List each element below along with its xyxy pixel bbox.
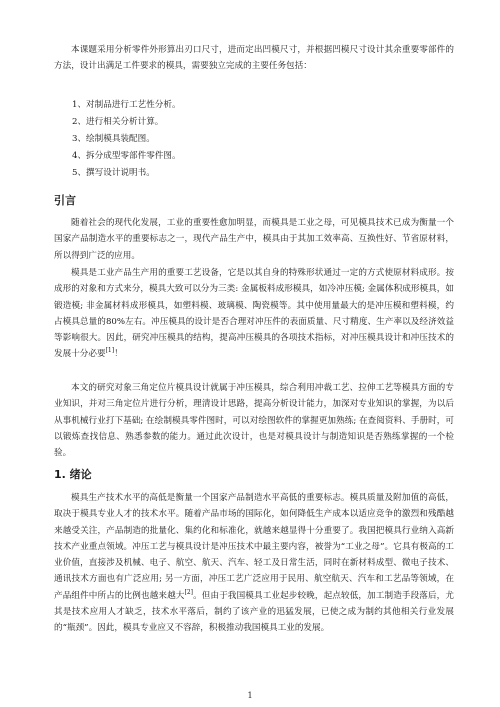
intro-body-paragraph-2 [54,265,454,363]
list-item: 1、对制品进行工艺性分析。 [72,100,181,110]
task-list [72,97,181,182]
section-heading-intro: 引言 [54,194,76,207]
list-item: 4、拆分成型零部件零件图。 [72,151,181,161]
paragraph-text: 模具是工业产品生产用的重要工艺设备，它是以其自身的特殊形状通过一定的方式使原材料成形。按成形的对象和方式来分，模具大致可以分为三类: 金属板料成形模具，如冷冲压模; 金属体积成形模具，如锻造模; 非金属材料成形模具，如塑料模、玻璃模、陶瓷模等。其中使用量最大的是冲压模和塑料模，约占模具总量的80%左右。冲压模具的设计是否合理对冲压件的表面质量、尺寸精度、生产率以及经济效益等影响很大。因此，研究冲压模具的结构，提高冲压模具的各项技术指标，对冲压模具设计和冲压技术的发展十分必要 [54,268,454,360]
page-number: 1 [247,691,253,700]
paragraph-text: 模具生产技术水平的高低是衡量一个国家产品制造水平高低的重要标志。模具质量及附加值的高低，取决于模具专业人才的技术水平。随着产品市场的国际化，如何降低生产成本以适应竞争的激烈和残酷越来越受关注，产品制造的批量化、集约化和标准化，就越来越显得十分重要了。我国把模具行业纳入高新技术产业重点领域。冲压工艺与模具设计是冲压技术中最主要内容，被誉为“工业之母”。它具有极高的工业价值，直接涉及机械、电子、航空、航天、汽车、轻工及日常生活，同时在新材料成型、微电子技术、通讯技术方面也有广泛应用; 另一方面，冲压工艺广泛应用于民用、航空航天、汽车和工艺品等领域，在产品组件中所占的比例也越来越大 [54,493,454,601]
section-heading-1: 1. 绪论 [54,468,92,481]
list-item: 5、撰写设计说明书。 [72,168,155,178]
list-item: 2、进行相关分析计算。 [72,117,164,127]
list-item: 3、绘制模具装配图。 [72,134,155,144]
citation-ref: [2] [184,588,193,596]
citation-ref: [1] [105,347,115,355]
intro-body-paragraph-3: 本文的研究对象三角定位片模具设计就属于冲压模具，综合利用冲裁工艺、拉伸工艺等模具方面的专业知识，并对三角定位片进行分析，理清设计思路，提高分析设计能力，加深对专业知识的掌握，为以后从事机械行业打下基础; 在绘制模具零件图时，可以对绘图软件的掌握更加熟练; 在查阅资料、手册时，可以锻炼查找信息、熟悉参数的能力。通过此次设计，也是对模具设计与制造知识是否熟练掌握的一个检验。 [54,383,454,459]
paragraph-text: ！ [114,349,123,360]
intro-paragraph: 本课题采用分析零件外形算出刃口尺寸，进而定出凹模尺寸，并根据凹模尺寸设计其余重要零部件的方法，设计出满足工件要求的模具，需要独立完成的主要任务包括： [54,45,454,72]
intro-body-paragraph-1: 随着社会的现代化发展，工业的重要性愈加明显，而模具是工业之母，可见模具技术已成为衡量一个国家产品制造水平的重要标志之一，现代产品生产中，模具由于其加工效率高、互换性好、节省原材料，所以得到广泛的应用。 [54,218,454,261]
paragraph-text: 。但由于我国模具工业起步较晚，起点较低，加工制造手段落后，尤其是技术应用人才缺乏，技术水平落后，制约了该产业的迅猛发展，已使之成为制约其他相关行业发展的“瓶颈”。因此，模具专业应又不容辞，积极推动我国模具工业的发展。 [54,590,454,634]
section-1-paragraph [54,490,454,637]
